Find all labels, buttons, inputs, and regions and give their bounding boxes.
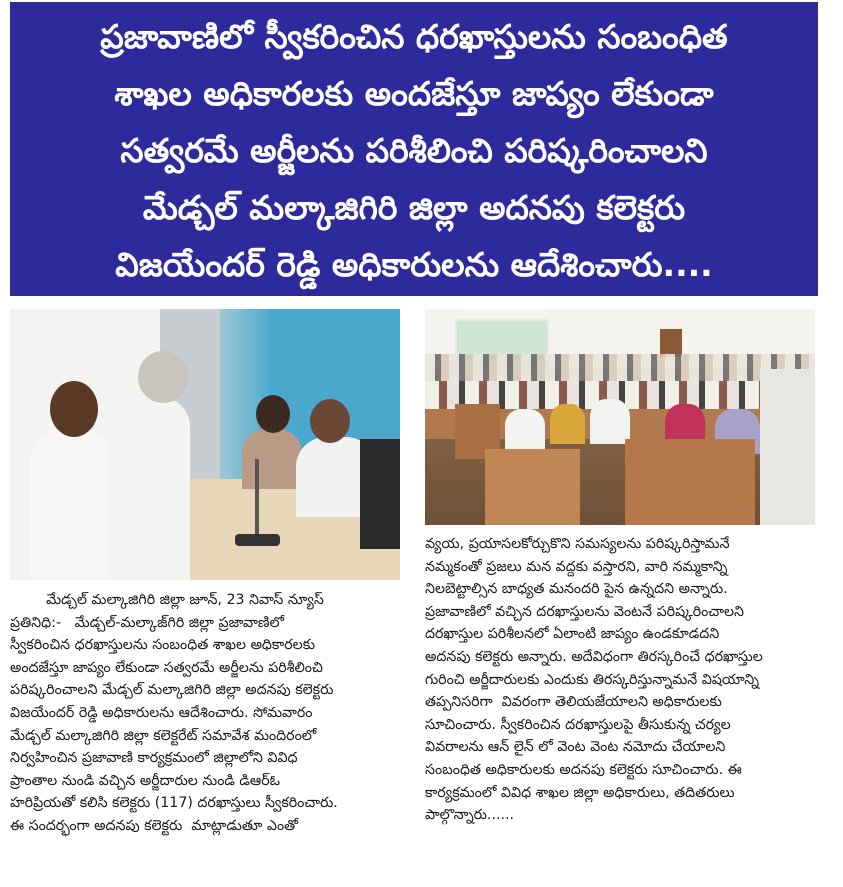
article-line: విజయేందర్ రెడ్డి అధికారులను ఆదేశించారు. సోమవారం (10, 704, 313, 721)
article-line: నిర్వహించిన ప్రజావాణి కార్యక్రమంలో జిల్లాలోని వివిధ (10, 750, 298, 767)
article-line: అదనపు కలెక్టరు అన్నారు. అదేవిధంగా తిరస్కరించే ధరఖాస్తుల (425, 648, 763, 665)
article-line: పాల్గొన్నారు...... (425, 807, 514, 824)
article-line: తప్పనిసరిగా వివరంగా తెలియజేయాలని అధికారులకు (425, 694, 722, 711)
article-line: అందజేస్తూ జాప్యం లేకుండా సత్వరమే అర్జీలను పరిశీలించి (10, 659, 323, 676)
article-line: ఈ సందర్భంగా అదనపు కలెక్టరు మాట్లాడుతూ ఎంతో (10, 817, 298, 834)
article-right-column (425, 533, 823, 827)
article-line: సంబంధిత అధికారులకు అదనపు కలెక్టరు సూచించారు. ఈ (425, 761, 742, 778)
headline-line-4: మేడ్చల్ మల్కాజిగిరి జిల్లా అదనపు కలెక్టరు (142, 188, 686, 227)
article-line: పరిష్కరించాలని మేడ్చల్ మల్కాజిగిరి జిల్లా అదనపు కలెక్టరు (10, 682, 334, 699)
article-line: స్వీకరించిన ధరఖాస్తులను సంబంధిత శాఖల అధికారలకు (10, 637, 316, 654)
headline-line-1: ప్రజావాణిలో స్వీకరించిన ధరఖాస్తులను సంబంధిత (100, 17, 728, 56)
article-line: గురించి అర్జీదారులకు ఎందుకు తిరస్కరిస్తున్నామనే విషయాన్ని (425, 671, 760, 688)
headline-banner (10, 2, 818, 296)
headline-line-5: విజయేందర్ రెడ్డి అధికారులను ఆదేశించారు.... (115, 245, 713, 284)
article-line: కార్యక్రమంలో వివిధ శాఖల జిల్లా అధికారులు, తదితరులు (425, 784, 735, 801)
article-line: ప్రతినిధి:- మేడ్చల్-మల్కాజ్‌గిరి జిల్లా ప్రజావాణిలో (10, 614, 285, 631)
headline-line-3: సత్వరమే అర్జీలను పరిశీలించి పరిష్కరించాలని (120, 131, 708, 170)
article-line: ప్రాంతాల నుండి వచ్చిన అర్జీదారుల నుండి డిఆర్ఓ (10, 772, 281, 789)
article-line: వ్యయ, ప్రయాసలకోర్చుకొని సమస్యలను పరిష్కరిస్తామనే (425, 536, 730, 552)
article-line: నిలబెట్టాల్సిన బాధ్యత మనందరి పైన ఉన్నదని అన్నారు. (425, 581, 728, 598)
article-line: సూచించారు. స్వీకరించిన దరఖాస్తులపై తీసుకున్న చర్యల (425, 716, 731, 733)
headline-line-2: శాఖల అధికారలకు అందజేస్తూ జాప్యం లేకుండా (114, 74, 714, 113)
article-line: ప్రజావాణిలో వచ్చిన దరఖాస్తులను వెంటనే పరిష్కరించాలని (425, 603, 745, 620)
article-line: దరఖాస్తుల పరిశీలనలో ఏలాంటి జాప్యం ఉండకూడదని (425, 626, 720, 643)
article-line: మేడ్చల్ మల్కాజిగిరి జిల్లా కలెక్టరేట్ సమావేశ మందిరంలో (10, 727, 317, 744)
article-line: వివరాలను ఆన్ లైన్ లో వెంట వెంట నమోదు చేయాలని (425, 739, 726, 756)
article-line: మేడ్చల్ మల్కాజిగిరి జిల్లా జూన్, 23 నివాస్ న్యూస్ (10, 592, 324, 608)
meeting-hall-audience-photo (425, 309, 815, 525)
officials-meeting-photo (10, 309, 400, 580)
article-line: నమ్మకంతో ప్రజలు మన వద్దకు వస్తారని, వారి నమ్మకాన్ని (425, 558, 728, 575)
article-line: హరిప్రియతో కలిసి కలెక్టరు (117) దరఖాస్తులు స్వీకరించారు. (10, 795, 338, 812)
article-left-column (10, 589, 410, 838)
